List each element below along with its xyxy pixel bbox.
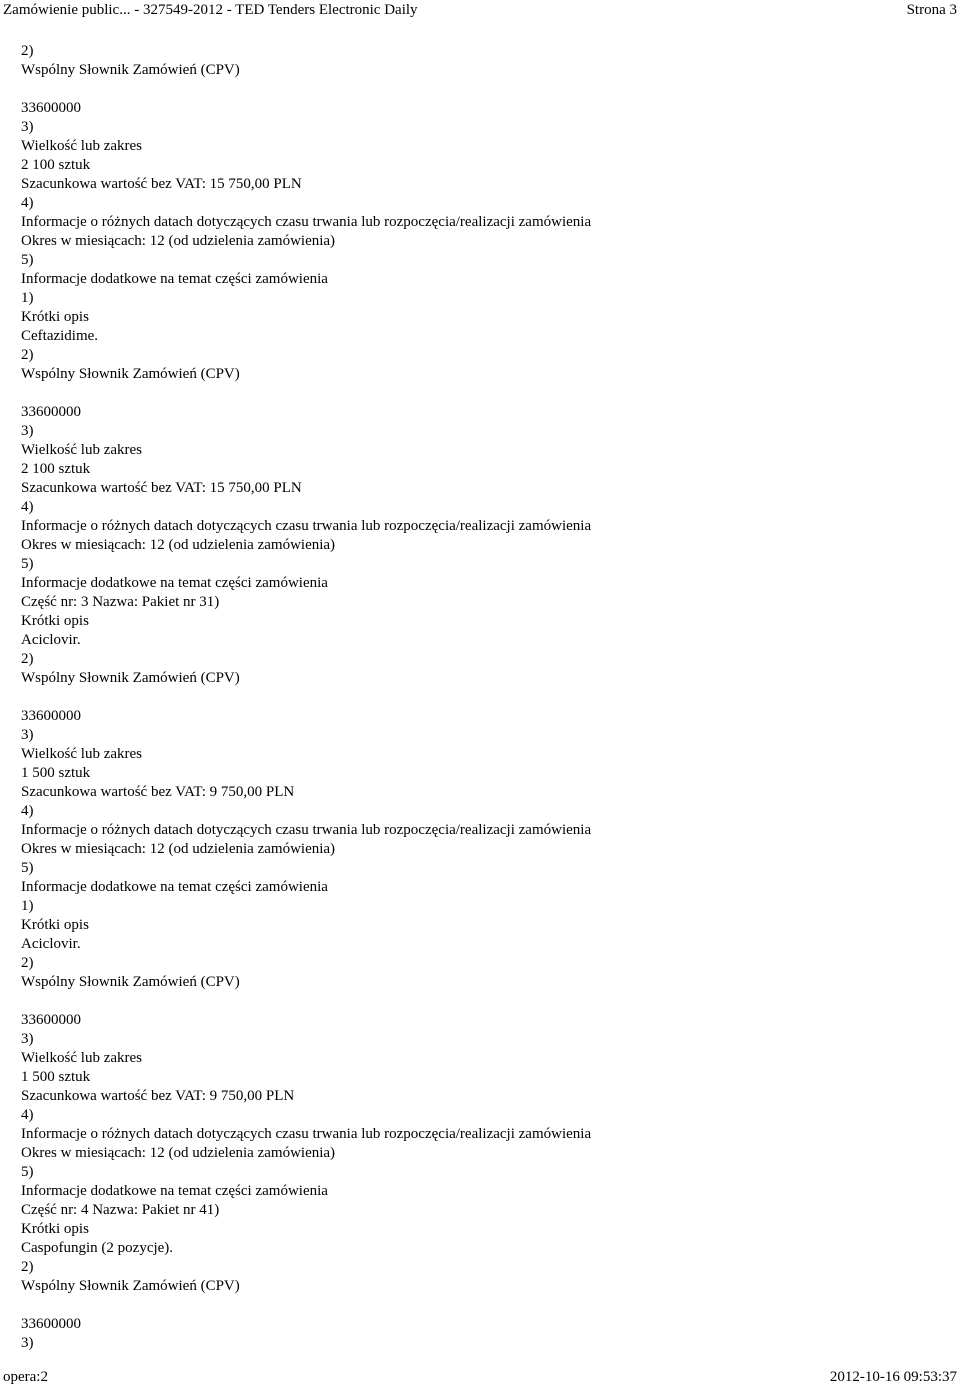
document-line: 2 100 sztuk (21, 461, 91, 477)
document-line: Wspólny Słownik Zamówień (CPV) (21, 1278, 240, 1294)
document-line: 5) (21, 556, 34, 572)
document-line: 3) (21, 1335, 34, 1351)
document-line: 33600000 (21, 1012, 81, 1028)
document-line: Informacje dodatkowe na temat części zamówienia (21, 271, 328, 287)
page-number: Strona 3 (906, 2, 957, 18)
document-line: 3) (21, 423, 34, 439)
document-line: Okres w miesiącach: 12 (od udzielenia zamówienia) (21, 841, 336, 857)
document-line: 5) (21, 1164, 34, 1180)
document-line: 2) (21, 651, 34, 667)
document-line: Okres w miesiącach: 12 (od udzielenia zamówienia) (21, 1145, 336, 1161)
blank-line (21, 992, 941, 1011)
document-line: 2) (21, 43, 34, 59)
blank-line (21, 384, 941, 403)
document-line: Krótki opis (21, 1221, 89, 1237)
blank-line (21, 688, 941, 707)
document-line: Informacje dodatkowe na temat części zamówienia (21, 1183, 328, 1199)
document-line: 3) (21, 727, 34, 743)
document-line: Krótki opis (21, 917, 89, 933)
document-body (21, 42, 941, 1353)
document-line: Informacje o różnych datach dotyczących czasu trwania lub rozpoczęcia/realizacji zamówienia (21, 822, 592, 838)
document-line: Aciclovir. (21, 632, 81, 648)
document-line: Okres w miesiącach: 12 (od udzielenia zamówienia) (21, 233, 336, 249)
document-line: Okres w miesiącach: 12 (od udzielenia zamówienia) (21, 537, 336, 553)
document-line: 5) (21, 860, 34, 876)
document-line: Szacunkowa wartość bez VAT: 9 750,00 PLN (21, 1088, 295, 1104)
document-line: 1 500 sztuk (21, 1069, 91, 1085)
document-line: Krótki opis (21, 309, 89, 325)
page-header-title: Zamówienie public... - 327549-2012 - TED Tenders Electronic Daily (3, 2, 418, 18)
document-line: 4) (21, 195, 34, 211)
document-line: 2) (21, 955, 34, 971)
document-line: Wspólny Słownik Zamówień (CPV) (21, 62, 240, 78)
document-line: Aciclovir. (21, 936, 81, 952)
document-line: Ceftazidime. (21, 328, 99, 344)
document-line: 2) (21, 1259, 34, 1275)
document-line: Wielkość lub zakres (21, 442, 143, 458)
document-line: Wielkość lub zakres (21, 1050, 143, 1066)
document-line: 33600000 (21, 1316, 81, 1332)
document-line: Informacje o różnych datach dotyczących czasu trwania lub rozpoczęcia/realizacji zamówienia (21, 214, 592, 230)
document-line: Wielkość lub zakres (21, 138, 143, 154)
document-line: Wspólny Słownik Zamówień (CPV) (21, 974, 240, 990)
footer-timestamp: 2012-10-16 09:53:37 (829, 1369, 957, 1385)
document-line: Informacje dodatkowe na temat części zamówienia (21, 575, 328, 591)
document-line: Krótki opis (21, 613, 89, 629)
page-header (3, 0, 957, 20)
document-line: 33600000 (21, 708, 81, 724)
document-line: Informacje o różnych datach dotyczących czasu trwania lub rozpoczęcia/realizacji zamówienia (21, 518, 592, 534)
document-line: Wspólny Słownik Zamówień (CPV) (21, 366, 240, 382)
document-line: Część nr: 3 Nazwa: Pakiet nr 31) (21, 594, 220, 610)
document-line: 1) (21, 290, 34, 306)
document-line: Caspofungin (2 pozycje). (21, 1240, 174, 1256)
document-line: Wielkość lub zakres (21, 746, 143, 762)
document-line: 4) (21, 499, 34, 515)
document-line: Szacunkowa wartość bez VAT: 15 750,00 PLN (21, 480, 302, 496)
document-line: 5) (21, 252, 34, 268)
document-line: Informacje dodatkowe na temat części zamówienia (21, 879, 328, 895)
document-line: Informacje o różnych datach dotyczących czasu trwania lub rozpoczęcia/realizacji zamówienia (21, 1126, 592, 1142)
document-line: 4) (21, 803, 34, 819)
document-line: 1 500 sztuk (21, 765, 91, 781)
document-line: Wspólny Słownik Zamówień (CPV) (21, 670, 240, 686)
document-line: 1) (21, 898, 34, 914)
page-footer (3, 1366, 957, 1388)
document-line: 2) (21, 347, 34, 363)
document-line: 33600000 (21, 404, 81, 420)
document-line: 3) (21, 1031, 34, 1047)
document-line: 4) (21, 1107, 34, 1123)
document-line: Szacunkowa wartość bez VAT: 15 750,00 PLN (21, 176, 302, 192)
blank-line (21, 1296, 941, 1315)
document-line: 33600000 (21, 100, 81, 116)
document-line: 3) (21, 119, 34, 135)
footer-source: opera:2 (3, 1369, 48, 1385)
document-line: Szacunkowa wartość bez VAT: 9 750,00 PLN (21, 784, 295, 800)
document-line: Część nr: 4 Nazwa: Pakiet nr 41) (21, 1202, 220, 1218)
document-line: 2 100 sztuk (21, 157, 91, 173)
blank-line (21, 80, 941, 99)
